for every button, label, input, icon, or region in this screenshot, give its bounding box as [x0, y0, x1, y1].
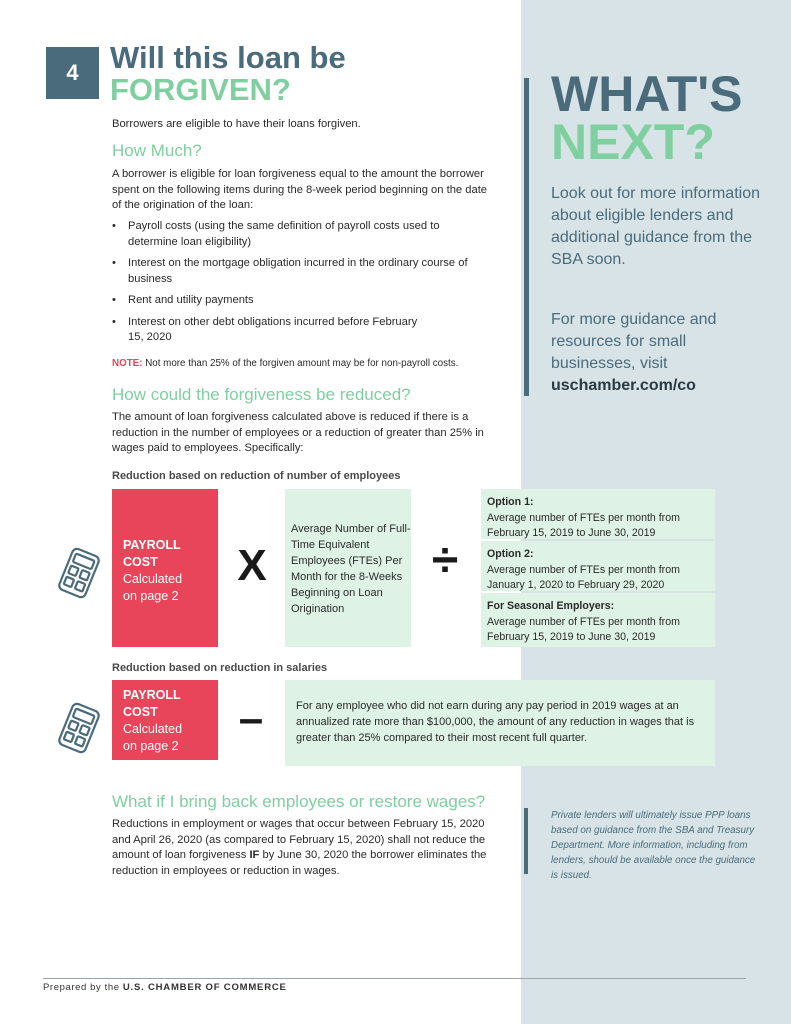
payroll-cost-sub-2: on page 2	[123, 589, 179, 603]
payroll-cost-box	[112, 489, 218, 647]
multiply-operator: X	[237, 541, 267, 590]
bullet-item: • Interest on the mortgage obligation incurred in the ordinary course of business	[112, 256, 468, 287]
note-text: Not more than 25% of the forgiven amount may be for non-payroll costs.	[142, 358, 459, 369]
note-label: NOTE:	[112, 358, 143, 369]
bring-back-text-1: Reductions in employment or wages that occur between February 15, 2020 and April 26, 2020 (as compared to February 15, 2020) shall not reduce the amount of loan forgiveness	[112, 818, 486, 861]
footer-prefix: Prepared by the	[43, 982, 123, 993]
sidebar-heading-line2: NEXT?	[551, 114, 715, 170]
sidebar-link[interactable]: uschamber.com/co	[551, 377, 696, 394]
how-much-heading: How Much?	[112, 141, 202, 160]
bullet-item: • Payroll costs (using the same definition of payroll costs used to determine loan eligibility)	[112, 219, 483, 250]
section-number-badge: 4	[46, 47, 99, 99]
option-2-box	[481, 541, 715, 591]
option-label: Option 1:	[487, 496, 534, 508]
sidebar-paragraph-1: Look out for more information about eligible lenders and additional guidance from the SBA soon.	[551, 185, 760, 268]
sidebar-accent-bar	[524, 78, 529, 396]
page-title-line1: Will this loan be	[110, 40, 346, 75]
sidebar-note-bar	[524, 808, 528, 874]
footer-divider	[43, 978, 746, 979]
payroll-cost-sub-1: Calculated	[123, 572, 183, 586]
seasonal-option-box	[481, 593, 715, 647]
salaries-formula-heading: Reduction based on reduction in salaries	[112, 662, 328, 674]
option-text: Average number of FTEs per month from February 15, 2019 to June 30, 2019	[487, 615, 680, 643]
employees-formula-heading: Reduction based on reduction of number of employees	[112, 470, 401, 482]
note-line	[112, 356, 512, 372]
payroll-cost-title-2: COST	[123, 555, 158, 569]
sidebar-heading	[551, 66, 743, 170]
bring-back-text-bold: IF	[249, 849, 260, 861]
reduced-text: The amount of loan forgiveness calculated above is reduced if there is a reduction in the number of employees or a reduction of greater than 25% in wages paid to employees. Specifically:	[112, 411, 484, 454]
payroll-cost-box	[112, 680, 218, 760]
bullet-item: • Rent and utility payments	[112, 293, 492, 309]
payroll-cost-sub-1: Calculated	[123, 722, 183, 736]
how-much-text: A borrower is eligible for loan forgiveness equal to the amount the borrower spent on the following items during the 8-week period beginning on the date of the origination of the loan:	[112, 168, 488, 211]
sidebar-note: Private lenders will ultimately issue PPP loans based on guidance from the SBA and Treasury Department. More information, including from lenders, should be available once the guidance is issued.	[551, 810, 756, 881]
payroll-cost-title-1: PAYROLL	[123, 688, 181, 702]
bring-back-text-2: by June 30, 2020 the borrower eliminates the reduction in employees or reduction in wages.	[112, 849, 487, 877]
average-fte-box: Average Number of Full-Time Equivalent Employees (FTEs) Per Month for the 8-Weeks Beginning on Loan Origination	[285, 489, 411, 647]
sidebar-paragraph-2	[551, 309, 771, 397]
footer-org: U.S. CHAMBER OF COMMERCE	[122, 982, 287, 993]
bring-back-heading: What if I bring back employees or restore wages?	[112, 792, 486, 811]
option-text: Average number of FTEs per month from February 15, 2019 to June 30, 2019	[487, 511, 680, 539]
payroll-cost-title-2: COST	[123, 705, 158, 719]
payroll-cost-title-1: PAYROLL	[123, 538, 181, 552]
sidebar-heading-line1: WHAT'S	[551, 66, 743, 122]
option-label: Option 2:	[487, 548, 534, 560]
minus-operator: –	[238, 694, 264, 743]
bring-back-text	[112, 817, 500, 879]
page-title	[110, 42, 346, 106]
option-text: Average number of FTEs per month from January 1, 2020 to February 29, 2020	[487, 563, 680, 591]
page-title-line2: FORGIVEN?	[110, 72, 291, 107]
footer	[43, 982, 287, 993]
option-1-box	[481, 489, 715, 539]
how-much-bullets	[112, 219, 492, 352]
bullet-item: • Interest on other debt obligations incurred before February 15, 2020	[112, 315, 418, 346]
salary-reduction-box: For any employee who did not earn during any pay period in 2019 wages at an annualized rate more than $100,000, the amount of any reduction in wages that is greater than 25% compared to their most recent full quarter.	[285, 680, 715, 766]
calculator-icon	[53, 700, 105, 756]
intro-text: Borrowers are eligible to have their loans forgiven.	[112, 118, 361, 130]
calculator-icon	[53, 545, 105, 601]
divide-operator: ÷	[431, 534, 459, 587]
option-label: For Seasonal Employers:	[487, 600, 615, 612]
reduced-heading: How could the forgiveness be reduced?	[112, 385, 411, 404]
payroll-cost-sub-2: on page 2	[123, 739, 179, 753]
sidebar-paragraph-2-text: For more guidance and resources for small businesses, visit	[551, 311, 717, 372]
